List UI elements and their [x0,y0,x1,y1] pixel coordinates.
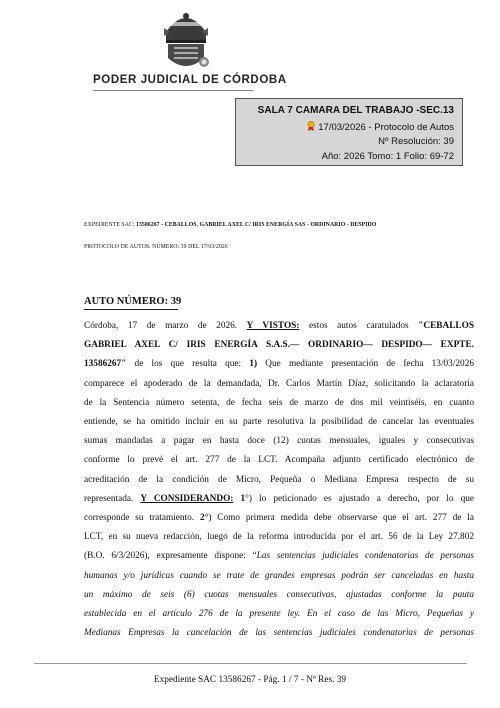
protocol-reference: PROTOCOLO DE AUTOS. NÚMERO: 39 DEL 17/03/2026 [84,244,228,250]
body-line: humanas y/o jurídicas cuando se trate de grandes empresas podrán ser canceladas en hasta [84,570,474,581]
case-caption: "CEBALLOS [418,321,475,331]
digital-signature-icon [307,121,315,131]
body-line: LCT, en su nueva redacción, luego de la reforma introducida por el art. 56 de la Ley 27.802 [84,532,474,543]
protocol-info-box [235,98,463,166]
title-underline [84,309,178,310]
body-line: sumas mandadas a pagar en hasta doce (12) cuotas mensuales, iguales y consecutivas [84,436,474,447]
item-number: 2 [199,513,205,524]
body-line [84,490,474,509]
footer-divider [34,663,467,664]
body-line: Medianas Empresas la cancelación de las sentencias judiciales condenatorias de personas [84,628,474,639]
body-line [84,547,474,566]
text-run: Que mediante presentación de fecha 13/03/2026 [257,359,474,370]
organization-name: PODER JUDICIAL DE CÓRDOBA [93,74,287,86]
text-run: °) Como primera medida debe observarse que el art. 277 de la [204,513,474,524]
page-footer: Expediente SAC 13586267 - Pág. 1 / 7 - Nº Res. 39 [153,675,347,685]
expediente-label: EXPEDIENTE SAC: [84,222,137,228]
body-line: entiende, se ha omitido incluir en su parte resolutiva la posibilidad de cancelar las eventuales [84,417,474,428]
body-line [84,509,474,528]
considerando-heading: Y CONSIDERANDO: [140,493,234,504]
text-run: Córdoba, 17 de marzo de 2026. [84,321,247,331]
text-run: de los que resulta que: [126,359,250,370]
item-number: 1) [249,359,258,370]
protocol-date-line [307,121,454,133]
document-title: AUTO NÚMERO: 39 [84,296,182,307]
text-run: corresponde su tratamiento. [84,513,200,524]
body-line: conforme lo prevé el art. 277 de la LCT. Acompaña adjunto certificado electrónico de [84,455,474,466]
body-line: establecida en el artículo 276 de la presente ley. En el caso de las Micro, Pequeñas y [84,609,474,620]
year-volume-folio: Año: 2026 Tomo: 1 Folio: 69-72 [321,151,454,162]
expediente-reference [84,222,376,228]
text-run: representada. [84,493,141,504]
text-run: (B.O. 6/3/2026), expresamente dispone: “ [84,551,257,562]
text-run: °) lo peticionado es ajustado a derecho, por lo que [245,493,475,504]
body-line: acreditación de la condición de Micro, Pequeña o Mediana Empresa respecto de su [84,474,474,485]
body-line: un máximo de seis (6) cuotas mensuales consecutivas, ajustadas conforme la pauta [84,589,474,600]
case-caption: GABRIEL AXEL C/ IRIS ENERGÍA S.A.S.— ORDINARIO— DESPIDO— EXPTE. [84,340,474,351]
document-body [84,317,474,643]
chamber-title: SALA 7 CAMARA DEL TRABAJO -SEC.13 [257,105,454,116]
item-number: 1 [240,493,246,504]
body-line [84,336,474,355]
header-divider [93,90,253,91]
court-seal-logo [160,10,212,78]
vistos-heading: Y VISTOS: [246,321,300,331]
body-line [84,317,474,336]
protocol-date-text: 17/03/2026 - Protocolo de Autos [318,122,454,133]
body-line: comparece el apoderado de la demandada, Dr. Carlos Martín Díaz, solicitando la aclaratoria [84,378,474,389]
body-line [84,355,474,374]
text-run [233,494,240,504]
case-caption: 13586267" [84,359,127,370]
text-run: estos autos caratulados [299,321,419,331]
body-line: de la Sentencia número setenta, de fecha seis de marzo de dos mil veintiséis, en cuanto [84,397,474,408]
resolution-number: Nº Resolución: 39 [378,136,454,147]
quoted-law-text: Las sentencias judiciales condenatorias de personas [256,551,474,562]
expediente-value: 13586267 - CEBALLOS, GABRIEL AXEL C/ IRIS ENERGÍA SAS - ORDINARIO - DESPIDO [136,222,377,228]
